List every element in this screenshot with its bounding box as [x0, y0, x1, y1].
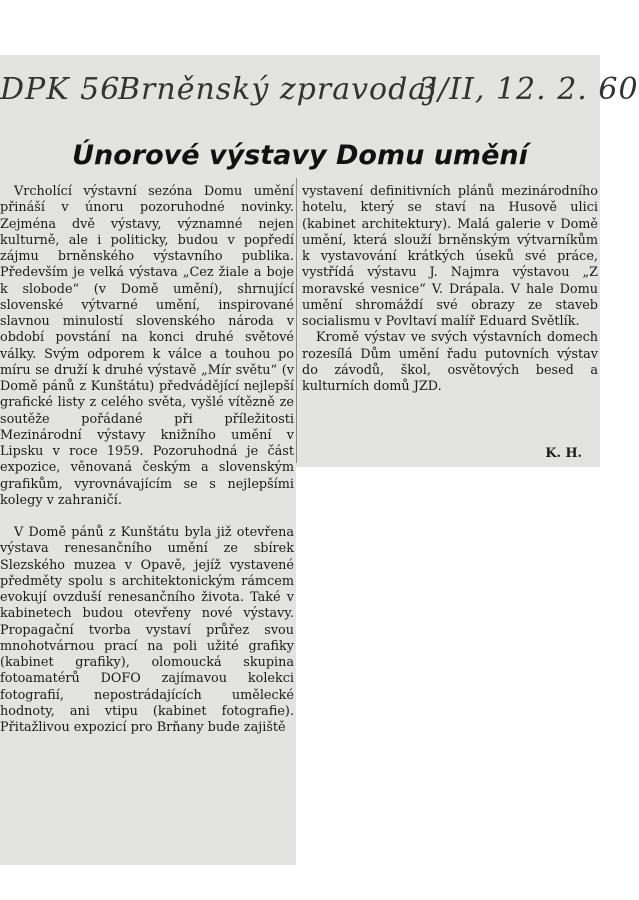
handwritten-annotation — [0, 72, 639, 122]
left-paragraph-2: V Domě pánů z Kunštátu byla již otevřena výstava renesančního umění ze sbírek Slezského muzea v Opavě, jejíž vystavené předměty spolu s architektonickým rámcem evokují ovzduší renesančního života. Také v kabinetech budou otevřeny nové výstavy. Propagační tvorba vystaví průřez svou mnohotvárnou prací na poli užité grafiky (kabinet grafiky), olomoucká skupina fotoamatérů DOFO zajímavou kolekci fotografií, nepostrádajících umělecké hodnoty, ani vtipu (kabinet fotografie). Přitažlivou expozicí pro Brňany bude zajiště — [0, 525, 294, 735]
left-paragraph-1: Vrcholící výstavní sezóna Domu umění přináší v únoru pozoruhodné novinky. Zejména dvě výstavy, významné nejen kulturně, ale i politicky, budou v popředí zájmu brněnského výstavního publika. Především je velká výstava „Cez žiale a boje k slobode“ (v Domě umění), shrnující slovenské výtvarné umění, inspirované slavnou minulostí slovenského národa v období povstání na konci druhé světové války. Svým odporem k válce a touhou po míru se druží k druhé výstavě „Mír světu“ (v Domě pánů z Kunštátu) předvádějící nejlepší grafické listy z celého světa, vyšlé vítězně ze soutěže pořádané při příležitosti Mezinárodní výstavy knižního umění v Lipsku v roce 1959. Pozoruhodná je část expozice, věnovaná českým a slovenským grafikům, vyrovnávajícím se s nejlepšími kolegy v zahraničí. — [0, 184, 294, 508]
right-column — [302, 184, 598, 395]
article-title: Únorové výstavy Domu umění — [72, 140, 528, 171]
left-column — [0, 184, 294, 736]
source-name: Brněnský zpravodaj — [118, 72, 438, 107]
right-paragraph-1: vystavení definitivních plánů mezinárodního hotelu, který se staví na Husově ulici (kabinet architektury). Malá galerie v Domě umění, která slouží brněnským výtvarníkům k vystavování krátkých úseků své práce, vystřídá výstavu J. Najmra výstavou „Z moravské vesnice“ V. Drápala. V hale Domu umění shromáždí své obrazy ze staveb socialismu v Povltaví malíř Eduard Světlík. — [302, 184, 598, 329]
column-divider — [296, 178, 297, 463]
right-paragraph-2: Kromě výstav ve svých výstavních domech rozesílá Dům umění řadu putovních výstav do závodů, škol, osvětových besed a kulturních domů JZD. — [302, 330, 598, 394]
blank-area — [296, 467, 600, 865]
archive-code: DPK 56 — [0, 72, 121, 107]
author-initials: K. H. — [545, 446, 582, 461]
clipping-date: 3/II, 12. 2. 60 — [418, 72, 639, 107]
